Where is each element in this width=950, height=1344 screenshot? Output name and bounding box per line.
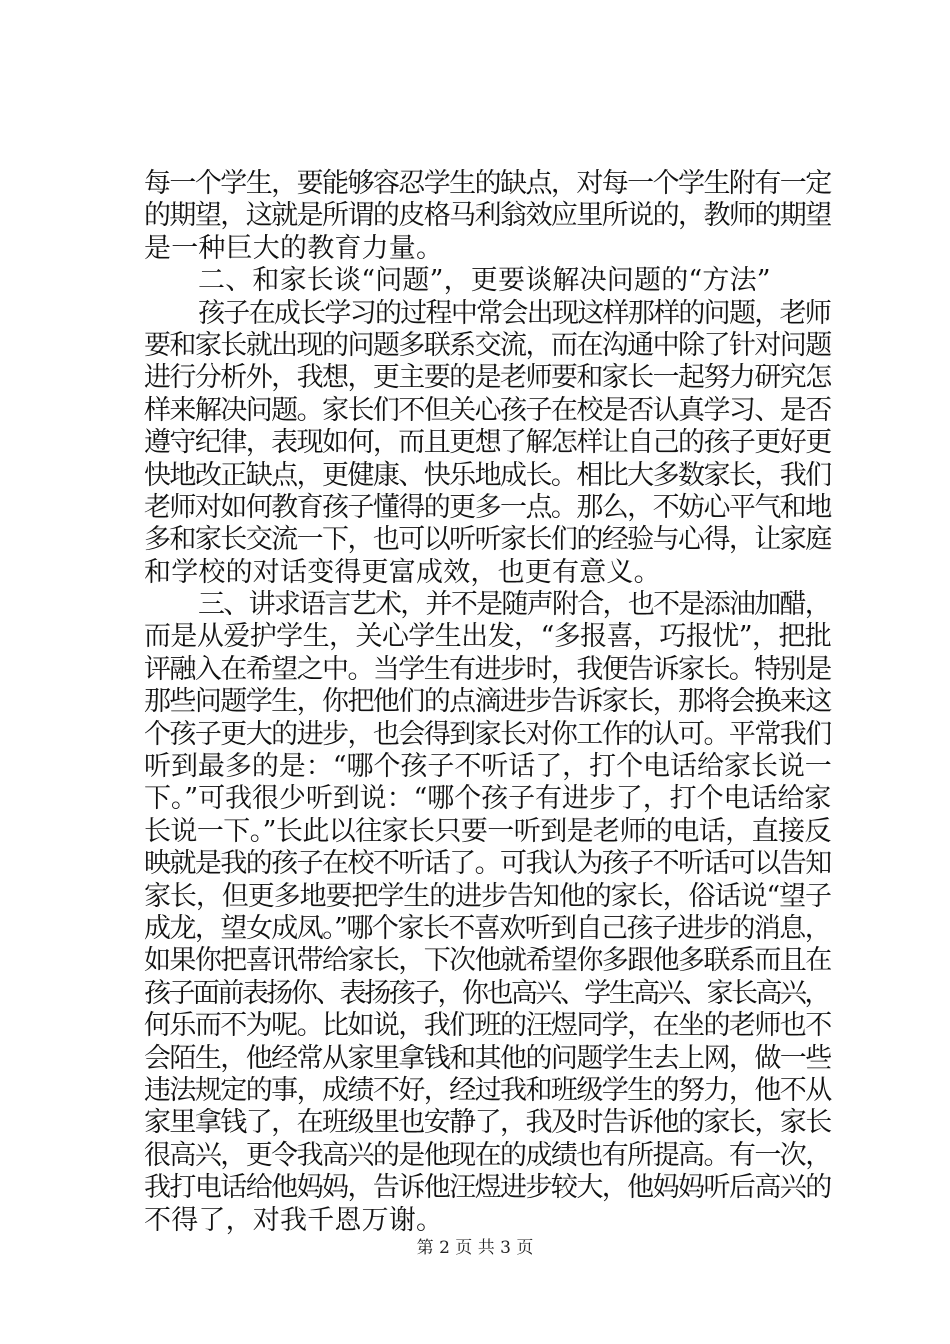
- text-line: 那些问题学生，你把他们的点滴进步告诉家长，那将会换来这: [144, 686, 831, 718]
- text-line: 快地改正缺点，更健康、快乐地成长。相比大多数家长，我们: [144, 459, 831, 491]
- text-line: 孩子面前表扬你、表扬孩子，你也高兴、学生高兴、家长高兴，: [144, 977, 829, 1009]
- text-line: 我打电话给他妈妈，告诉他汪煜进步较大，他妈妈听后高兴的: [144, 1172, 831, 1204]
- text-line: 遵守纪律，表现如何，而且更想了解怎样让自己的孩子更好更: [144, 427, 831, 459]
- text-line: 何乐而不为呢。比如说，我们班的汪煜同学，在坐的老师也不: [144, 1010, 831, 1042]
- text-line: 老师对如何教育孩子懂得的更多一点。那么，不妨心平气和地: [144, 491, 831, 523]
- page-number-footer: 第 2 页 共 3 页: [416, 1238, 534, 1258]
- text-line: 要和家长就出现的问题多联系交流，而在沟通中除了针对问题: [144, 329, 831, 361]
- text-line: 很高兴，更令我高兴的是他现在的成绩也有所提高。有一次，: [144, 1139, 831, 1171]
- text-line: 听到最多的是：“哪个孩子不听话了，打个电话给家长说一: [144, 751, 832, 783]
- text-line: 进行分析外，我想，更主要的是老师要和家长一起努力研究怎: [144, 362, 831, 394]
- text-line: 如果你把喜讯带给家长，下次他就希望你多跟他多联系而且在: [144, 945, 831, 977]
- text-line: 会陌生，他经常从家里拿钱和其他的问题学生去上网，做一些: [144, 1042, 831, 1074]
- text-line: 孩子在成长学习的过程中常会出现这样那样的问题，老师: [198, 297, 831, 329]
- text-line: 的期望，这就是所谓的皮格马利翁效应里所说的，教师的期望: [144, 200, 831, 232]
- text-line: 家长，但更多地要把学生的进步告知他的家长，俗话说“望子: [144, 880, 831, 912]
- text-line: 个孩子更大的进步，也会得到家长对你工作的认可。平常我们: [144, 718, 831, 750]
- text-line: 映就是我的孩子在校不听话了。可我认为孩子不听话可以告知: [144, 848, 831, 880]
- text-line: 和学校的对话变得更富成效，也更有意义。: [144, 556, 661, 588]
- text-line: 样来解决问题。家长们不但关心孩子在校是否认真学习、是否: [144, 394, 831, 426]
- text-line: 而是从爱护学生，关心学生出发，“多报喜，巧报忧”，把批: [144, 621, 832, 653]
- text-line: 三、讲求语言艺术，并不是随声附合，也不是添油加醋，: [198, 589, 831, 621]
- text-line: 长说一下。”长此以往家长只要一听到是老师的电话，直接反: [144, 815, 831, 847]
- text-line: 违法规定的事，成绩不好，经过我和班级学生的努力，他不从: [144, 1074, 831, 1106]
- text-line: 多和家长交流一下，也可以听听家长们的经验与心得，让家庭: [144, 524, 831, 556]
- text-line: 每一个学生，要能够容忍学生的缺点，对每一个学生附有一定: [144, 168, 831, 199]
- text-line: 下。”可我很少听到说：“哪个孩子有进步了，打个电话给家: [144, 783, 832, 815]
- text-line: 成龙，望女成凤。”哪个家长不喜欢听到自己孩子进步的消息，: [144, 912, 831, 944]
- text-line: 家里拿钱了，在班级里也安静了，我及时告诉他的家长，家长: [144, 1107, 831, 1139]
- text-line: 评融入在希望之中。当学生有进步时，我便告诉家长。特别是: [144, 653, 831, 685]
- text-line: 二、和家长谈“问题”，更要谈解决问题的“方法”: [198, 265, 771, 297]
- body-text: [144, 168, 832, 1237]
- text-line: 是一种巨大的教育力量。: [144, 232, 444, 264]
- text-line: 不得了，对我千恩万谢。: [144, 1204, 444, 1236]
